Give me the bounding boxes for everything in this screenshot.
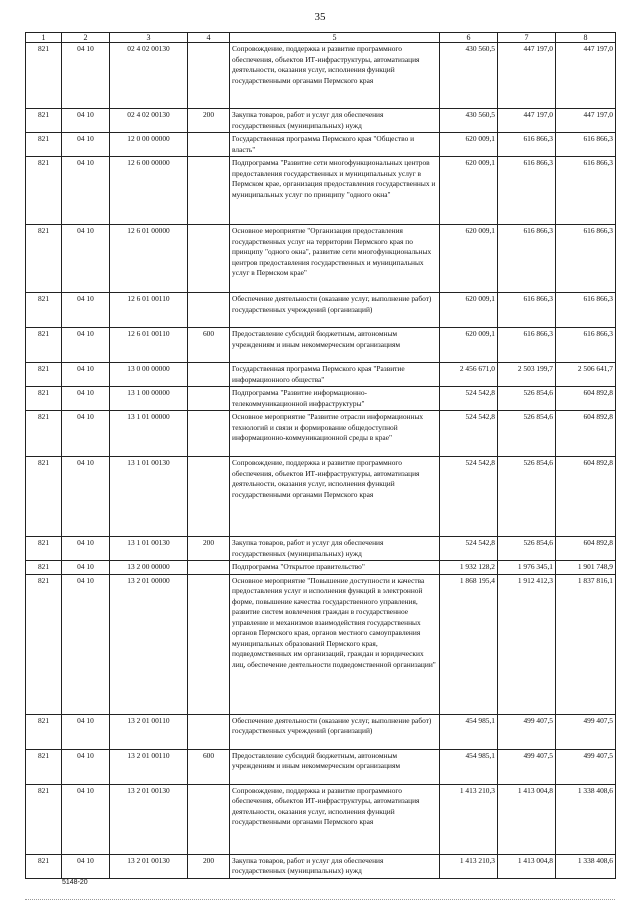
ministry-code-cell: 821 <box>26 225 62 293</box>
target-article-code-cell: 12 6 01 00110 <box>110 328 188 363</box>
target-article-code-cell: 12 6 01 00110 <box>110 293 188 328</box>
section-code-cell: 04 10 <box>62 109 110 133</box>
amount-col-6-cell: 524 542,8 <box>440 411 498 457</box>
target-article-code-cell: 13 2 01 00110 <box>110 749 188 784</box>
amount-col-8-cell: 499 407,5 <box>556 749 616 784</box>
expense-type-code-cell <box>188 574 230 714</box>
amount-col-8-cell: 616 866,3 <box>556 293 616 328</box>
item-name-cell: Основное мероприятие "Повышение доступности и качества предоставления услуг и исполнения функций в электронной форме, повышение качества государственного управления, развитие систем вовлечения граждан в государственное управление и механизмов взаимодействия государственных органов Пермского края, органов местного самоуправления муниципальных образований Пермского края, подведомственных им организаций, граждан и юридических лиц, обеспечение деятельности подведомственной организации" <box>230 574 440 714</box>
item-name-cell: Предоставление субсидий бюджетным, автономным учреждениям и иным некоммерческим организациям <box>230 328 440 363</box>
amount-col-8-cell: 604 892,8 <box>556 537 616 561</box>
item-name-cell: Сопровождение, поддержка и развитие программного обеспечения, объектов ИТ-инфраструктуры, автоматизация деятельности, оказания услуг, исполнения функций государственными органами Пермского края <box>230 43 440 109</box>
section-code-cell: 04 10 <box>62 225 110 293</box>
target-article-code-cell: 13 1 01 00130 <box>110 457 188 537</box>
item-name-cell: Обеспечение деятельности (оказание услуг, выполнение работ) государственных учреждений (организаций) <box>230 293 440 328</box>
amount-col-6-cell: 524 542,8 <box>440 537 498 561</box>
amount-col-8-cell: 616 866,3 <box>556 225 616 293</box>
amount-col-7-cell: 1 413 004,8 <box>498 854 556 878</box>
table-row <box>26 749 616 784</box>
table-row <box>26 328 616 363</box>
expense-type-code-cell <box>188 457 230 537</box>
expense-type-code-cell <box>188 225 230 293</box>
expense-type-code-cell: 600 <box>188 749 230 784</box>
ministry-code-cell: 821 <box>26 561 62 575</box>
amount-col-7-cell: 616 866,3 <box>498 133 556 157</box>
section-code-cell: 04 10 <box>62 561 110 575</box>
table-row <box>26 109 616 133</box>
section-code-cell: 04 10 <box>62 749 110 784</box>
amount-col-6-cell: 620 009,1 <box>440 157 498 225</box>
ministry-code-cell: 821 <box>26 293 62 328</box>
target-article-code-cell: 02 4 02 00130 <box>110 43 188 109</box>
amount-col-8-cell: 1 837 816,1 <box>556 574 616 714</box>
header-cell-2: 2 <box>62 33 110 43</box>
target-article-code-cell: 13 0 00 00000 <box>110 363 188 387</box>
ministry-code-cell: 821 <box>26 749 62 784</box>
item-name-cell: Подпрограмма "Открытое правительство" <box>230 561 440 575</box>
section-code-cell: 04 10 <box>62 714 110 749</box>
amount-col-8-cell: 616 866,3 <box>556 133 616 157</box>
page-number: 35 <box>314 11 326 23</box>
target-article-code-cell: 13 2 01 00130 <box>110 784 188 854</box>
ministry-code-cell: 821 <box>26 457 62 537</box>
ministry-code-cell: 821 <box>26 43 62 109</box>
ministry-code-cell: 821 <box>26 328 62 363</box>
amount-col-8-cell: 1 338 408,6 <box>556 784 616 854</box>
header-cell-7: 7 <box>498 33 556 43</box>
header-cell-5: 5 <box>230 33 440 43</box>
amount-col-6-cell: 430 560,5 <box>440 109 498 133</box>
amount-col-6-cell: 1 868 195,4 <box>440 574 498 714</box>
header-cell-1: 1 <box>26 33 62 43</box>
header-cell-6: 6 <box>440 33 498 43</box>
amount-col-6-cell: 454 985,1 <box>440 714 498 749</box>
item-name-cell: Закупка товаров, работ и услуг для обеспечения государственных (муниципальных) нужд <box>230 537 440 561</box>
amount-col-8-cell: 447 197,0 <box>556 109 616 133</box>
amount-col-6-cell: 1 932 128,2 <box>440 561 498 575</box>
ministry-code-cell: 821 <box>26 387 62 411</box>
ministry-code-cell: 821 <box>26 537 62 561</box>
amount-col-6-cell: 2 456 671,0 <box>440 363 498 387</box>
ministry-code-cell: 821 <box>26 363 62 387</box>
target-article-code-cell: 12 0 00 00000 <box>110 133 188 157</box>
amount-col-7-cell: 616 866,3 <box>498 293 556 328</box>
table-row <box>26 157 616 225</box>
amount-col-6-cell: 1 413 210,3 <box>440 784 498 854</box>
target-article-code-cell: 13 2 00 00000 <box>110 561 188 575</box>
ministry-code-cell: 821 <box>26 411 62 457</box>
target-article-code-cell: 12 6 00 00000 <box>110 157 188 225</box>
amount-col-6-cell: 524 542,8 <box>440 387 498 411</box>
target-article-code-cell: 13 1 01 00130 <box>110 537 188 561</box>
section-code-cell: 04 10 <box>62 328 110 363</box>
target-article-code-cell: 13 2 01 00000 <box>110 574 188 714</box>
item-name-cell: Подпрограмма "Развитие информационно-телекоммуникационной инфраструктуры" <box>230 387 440 411</box>
ministry-code-cell: 821 <box>26 109 62 133</box>
amount-col-7-cell: 616 866,3 <box>498 328 556 363</box>
table-row <box>26 293 616 328</box>
amount-col-7-cell: 526 854,6 <box>498 387 556 411</box>
expense-type-code-cell <box>188 561 230 575</box>
table-row <box>26 574 616 714</box>
section-code-cell: 04 10 <box>62 363 110 387</box>
table-row <box>26 133 616 157</box>
amount-col-7-cell: 1 413 004,8 <box>498 784 556 854</box>
target-article-code-cell: 13 2 01 00130 <box>110 854 188 878</box>
expense-type-code-cell: 200 <box>188 854 230 878</box>
item-name-cell: Государственная программа Пермского края "Общество и власть" <box>230 133 440 157</box>
amount-col-7-cell: 447 197,0 <box>498 43 556 109</box>
item-name-cell: Сопровождение, поддержка и развитие программного обеспечения, объектов ИТ-инфраструктуры, автоматизация деятельности, оказания услуг, исполнения функций государственными органами Пермского края <box>230 784 440 854</box>
expense-type-code-cell <box>188 157 230 225</box>
expense-type-code-cell <box>188 43 230 109</box>
amount-col-6-cell: 430 560,5 <box>440 43 498 109</box>
amount-col-7-cell: 499 407,5 <box>498 749 556 784</box>
item-name-cell: Сопровождение, поддержка и развитие программного обеспечения, объектов ИТ-инфраструктуры, автоматизация деятельности, оказания услуг, исполнения функций государственными органами Пермского края <box>230 457 440 537</box>
target-article-code-cell: 13 1 00 00000 <box>110 387 188 411</box>
amount-col-6-cell: 620 009,1 <box>440 293 498 328</box>
bottom-divider <box>25 899 615 900</box>
amount-col-6-cell: 620 009,1 <box>440 225 498 293</box>
ministry-code-cell: 821 <box>26 133 62 157</box>
ministry-code-cell: 821 <box>26 714 62 749</box>
section-code-cell: 04 10 <box>62 457 110 537</box>
target-article-code-cell: 02 4 02 00130 <box>110 109 188 133</box>
table-row <box>26 854 616 878</box>
amount-col-8-cell: 2 506 641,7 <box>556 363 616 387</box>
amount-col-8-cell: 447 197,0 <box>556 43 616 109</box>
expense-type-code-cell: 600 <box>188 328 230 363</box>
amount-col-7-cell: 526 854,6 <box>498 457 556 537</box>
amount-col-8-cell: 616 866,3 <box>556 157 616 225</box>
item-name-cell: Основное мероприятие "Развитие отрасли информационных технологий и связи и формирование общедоступной информационно-коммуникационной среды в крае" <box>230 411 440 457</box>
item-name-cell: Подпрограмма "Развитие сети многофункциональных центров предоставления государственных и муниципальных услуг в Пермском крае, организация предоставления государственных и муниципальных услуг по принципу "одного окна" <box>230 157 440 225</box>
section-code-cell: 04 10 <box>62 411 110 457</box>
table-row <box>26 363 616 387</box>
ministry-code-cell: 821 <box>26 574 62 714</box>
expense-type-code-cell <box>188 363 230 387</box>
item-name-cell: Предоставление субсидий бюджетным, автономным учреждениям и иным некоммерческим организациям <box>230 749 440 784</box>
expense-type-code-cell <box>188 784 230 854</box>
expense-type-code-cell <box>188 387 230 411</box>
amount-col-8-cell: 1 901 748,9 <box>556 561 616 575</box>
section-code-cell: 04 10 <box>62 387 110 411</box>
expense-type-code-cell: 200 <box>188 109 230 133</box>
amount-col-7-cell: 2 503 199,7 <box>498 363 556 387</box>
amount-col-8-cell: 1 338 408,6 <box>556 854 616 878</box>
amount-col-6-cell: 1 413 210,3 <box>440 854 498 878</box>
header-cell-4: 4 <box>188 33 230 43</box>
budget-table <box>25 32 616 879</box>
amount-col-7-cell: 447 197,0 <box>498 109 556 133</box>
section-code-cell: 04 10 <box>62 537 110 561</box>
amount-col-7-cell: 499 407,5 <box>498 714 556 749</box>
amount-col-7-cell: 526 854,6 <box>498 411 556 457</box>
item-name-cell: Закупка товаров, работ и услуг для обеспечения государственных (муниципальных) нужд <box>230 109 440 133</box>
table-row <box>26 43 616 109</box>
section-code-cell: 04 10 <box>62 574 110 714</box>
expense-type-code-cell: 200 <box>188 537 230 561</box>
item-name-cell: Государственная программа Пермского края "Развитие информационного общества" <box>230 363 440 387</box>
section-code-cell: 04 10 <box>62 157 110 225</box>
ministry-code-cell: 821 <box>26 157 62 225</box>
section-code-cell: 04 10 <box>62 784 110 854</box>
amount-col-8-cell: 499 407,5 <box>556 714 616 749</box>
amount-col-8-cell: 604 892,8 <box>556 411 616 457</box>
amount-col-7-cell: 616 866,3 <box>498 157 556 225</box>
table-row <box>26 225 616 293</box>
expense-type-code-cell <box>188 293 230 328</box>
table-row <box>26 714 616 749</box>
item-name-cell: Закупка товаров, работ и услуг для обеспечения государственных (муниципальных) нужд <box>230 854 440 878</box>
item-name-cell: Обеспечение деятельности (оказание услуг, выполнение работ) государственных учреждений (организаций) <box>230 714 440 749</box>
section-code-cell: 04 10 <box>62 43 110 109</box>
table-row <box>26 784 616 854</box>
amount-col-7-cell: 526 854,6 <box>498 537 556 561</box>
amount-col-8-cell: 604 892,8 <box>556 457 616 537</box>
expense-type-code-cell <box>188 411 230 457</box>
header-cell-8: 8 <box>556 33 616 43</box>
table-row <box>26 411 616 457</box>
amount-col-8-cell: 604 892,8 <box>556 387 616 411</box>
ministry-code-cell: 821 <box>26 784 62 854</box>
target-article-code-cell: 13 2 01 00110 <box>110 714 188 749</box>
section-code-cell: 04 10 <box>62 293 110 328</box>
section-code-cell: 04 10 <box>62 854 110 878</box>
amount-col-7-cell: 1 976 345,1 <box>498 561 556 575</box>
amount-col-6-cell: 620 009,1 <box>440 328 498 363</box>
expense-type-code-cell <box>188 714 230 749</box>
amount-col-7-cell: 1 912 412,3 <box>498 574 556 714</box>
header-cell-3: 3 <box>110 33 188 43</box>
amount-col-8-cell: 616 866,3 <box>556 328 616 363</box>
table-row <box>26 387 616 411</box>
target-article-code-cell: 12 6 01 00000 <box>110 225 188 293</box>
document-code: 5148-20 <box>62 879 88 886</box>
table-header-row <box>26 33 616 43</box>
ministry-code-cell: 821 <box>26 854 62 878</box>
expense-type-code-cell <box>188 133 230 157</box>
table-row <box>26 457 616 537</box>
section-code-cell: 04 10 <box>62 133 110 157</box>
item-name-cell: Основное мероприятие "Организация предоставления государственных услуг на территории Пермского края по принципу "одного окна", развитие сети многофункциональных центров предоставления государственных и муниципальных услуг в Пермском крае" <box>230 225 440 293</box>
amount-col-6-cell: 454 985,1 <box>440 749 498 784</box>
target-article-code-cell: 13 1 01 00000 <box>110 411 188 457</box>
amount-col-6-cell: 524 542,8 <box>440 457 498 537</box>
table-row <box>26 537 616 561</box>
table-row <box>26 561 616 575</box>
amount-col-6-cell: 620 009,1 <box>440 133 498 157</box>
amount-col-7-cell: 616 866,3 <box>498 225 556 293</box>
